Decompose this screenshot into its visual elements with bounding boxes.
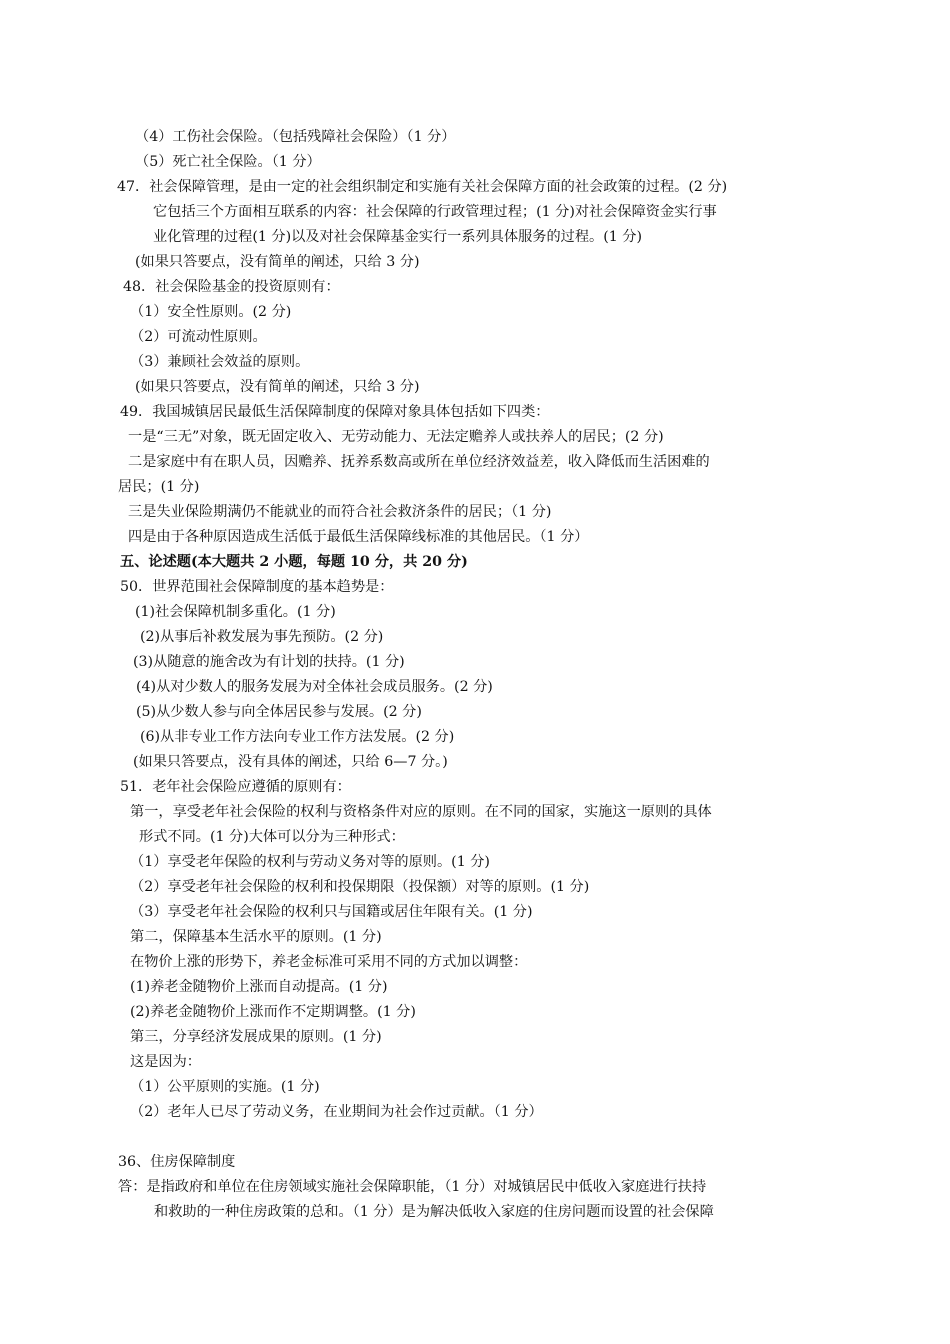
answer-line: 答：是指政府和单位在住房领域实施社会保障职能，（1 分）对城镇居民中低收入家庭进行扶持: [118, 1179, 707, 1195]
text-line: （5）死亡社全保险。（1 分）: [135, 154, 321, 170]
text-line: （2）老年人已尽了劳动义务，在业期间为社会作过贡献。（1 分）: [130, 1104, 543, 1120]
text-line: 这是因为：: [130, 1054, 201, 1070]
question-51: 51．老年社会保险应遵循的原则有：: [120, 779, 351, 795]
section-heading: 五、论述题(本大题共 2 小题，每题 10 分，共 20 分): [120, 554, 468, 570]
text-line: (如果只答要点，没有简单的阐述，只给 3 分): [135, 254, 420, 270]
question-50: 50．世界范围社会保障制度的基本趋势是：: [120, 579, 394, 595]
text-line: (如果只答要点，没有具体的阐述，只给 6—7 分。): [133, 754, 448, 770]
text-line: 第二，保障基本生活水平的原则。(1 分): [130, 929, 382, 945]
text-line: (如果只答要点，没有简单的阐述，只给 3 分): [135, 379, 420, 395]
question-49: 49．我国城镇居民最低生活保障制度的保障对象具体包括如下四类：: [120, 404, 550, 420]
text-line: （2）享受老年社会保险的权利和投保期限（投保额）对等的原则。(1 分): [130, 879, 590, 895]
text-line: (1)社会保障机制多重化。(1 分): [135, 604, 336, 620]
text-line: 它包括三个方面相互联系的内容：社会保障的行政管理过程；(1 分)对社会保障资金实行事: [153, 204, 717, 220]
text-line: (3)从随意的施舍改为有计划的扶持。(1 分): [133, 654, 405, 670]
text-line: （2）可流动性原则。: [130, 329, 267, 345]
text-line: (4)从对少数人的服务发展为对全体社会成员服务。(2 分): [136, 679, 493, 695]
text-line: (1)养老金随物价上涨而自动提高。(1 分): [130, 979, 388, 995]
text-line: 第三，分享经济发展成果的原则。(1 分): [130, 1029, 382, 1045]
text-line: （4）工伤社会保险。（包括残障社会保险）（1 分）: [135, 129, 456, 145]
text-line: 形式不同。(1 分)大体可以分为三种形式：: [139, 829, 405, 845]
text-line: （1）公平原则的实施。(1 分): [130, 1079, 320, 1095]
text-line: （3）享受老年社会保险的权利只与国籍或居住年限有关。(1 分): [130, 904, 533, 920]
text-line: (6)从非专业工作方法向专业工作方法发展。(2 分): [140, 729, 455, 745]
text-line: 二是家庭中有在职人员，因赡养、抚养系数高或所在单位经济效益差，收入降低而生活困难的: [128, 454, 710, 470]
text-line: 业化管理的过程(1 分)以及对社会保障基金实行一系列具体服务的过程。(1 分): [153, 229, 643, 245]
text-line: 一是“三无”对象，既无固定收入、无劳动能力、无法定赡养人或扶养人的居民；(2 分): [128, 429, 664, 445]
text-line: （1）享受老年保险的权利与劳动义务对等的原则。(1 分): [130, 854, 490, 870]
text-line: 在物价上涨的形势下，养老金标准可采用不同的方式加以调整：: [130, 954, 528, 970]
text-line: (2)从事后补救发展为事先预防。(2 分): [140, 629, 384, 645]
question-36: 36、住房保障制度: [118, 1154, 236, 1170]
text-line: （3）兼顾社会效益的原则。: [130, 354, 310, 370]
text-line: 三是失业保险期满仍不能就业的而符合社会救济条件的居民；（1 分): [128, 504, 552, 520]
text-line: 居民；(1 分): [118, 479, 200, 495]
text-line: (5)从少数人参与向全体居民参与发展。(2 分): [136, 704, 422, 720]
text-line: （1）安全性原则。(2 分): [130, 304, 292, 320]
answer-line: 和救助的一种住房政策的总和。（1 分）是为解决低收入家庭的住房问题而设置的社会保障: [154, 1204, 714, 1220]
question-48: 48．社会保险基金的投资原则有：: [123, 279, 340, 295]
text-line: (2)养老金随物价上涨而作不定期调整。(1 分): [130, 1004, 416, 1020]
text-line: 第一，享受老年社会保险的权利与资格条件对应的原则。在不同的国家，实施这一原则的具体: [130, 804, 712, 820]
question-47: 47．社会保障管理，是由一定的社会组织制定和实施有关社会保障方面的社会政策的过程。(2 分): [117, 179, 728, 195]
text-line: 四是由于各种原因造成生活低于最低生活保障线标准的其他居民。（1 分）: [128, 529, 589, 545]
